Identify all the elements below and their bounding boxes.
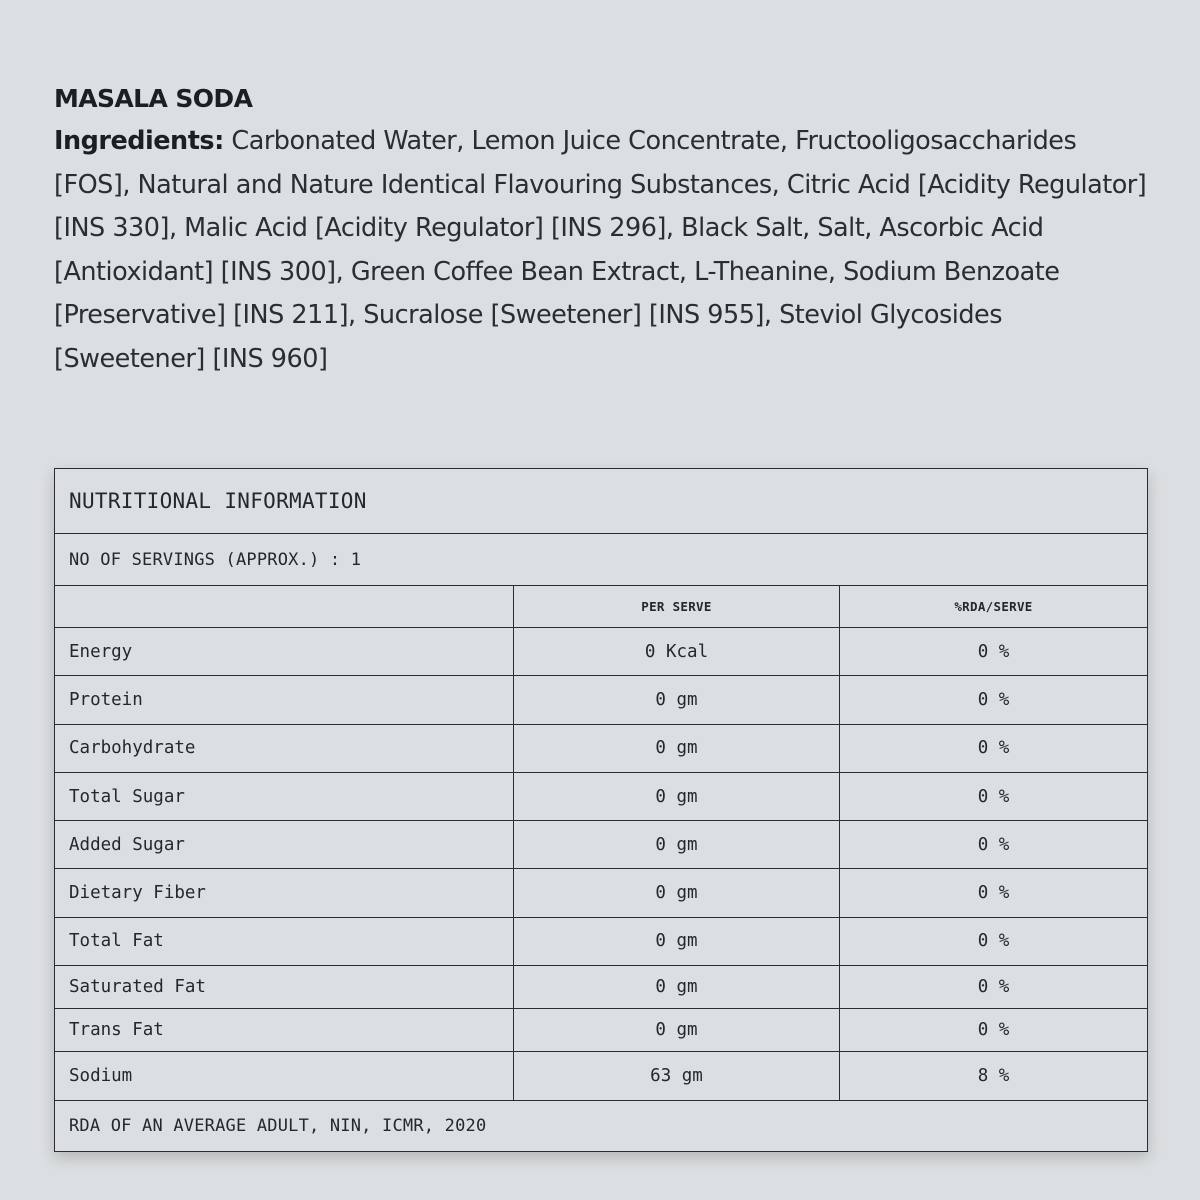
- nutrient-name: Sodium: [55, 1052, 514, 1100]
- ingredients-text: Carbonated Water, Lemon Juice Concentrate, Fructooligosaccharides [FOS], Natural and Nature Identical Flavouring Substances, Citric Acid [Acidity Regulator] [INS 330], Malic Acid [Acidity Regulator] [INS 296], Black Salt, Salt, Ascorbic Acid [Antioxidant] [INS 300], Green Coffee Bean Extract, L-Theanine, Sodium Benzoate [Preservative] [INS 211], Sucralose [Sweetener] [INS 955], Steviol Glycosides [Sweetener] [INS 960]: [54, 126, 1147, 374]
- table-row: [55, 869, 1147, 917]
- nutrient-name: Total Fat: [55, 918, 514, 965]
- rda-footnote: RDA OF AN AVERAGE ADULT, NIN, ICMR, 2020: [69, 1116, 487, 1137]
- nutrient-per-serve: 0 gm: [514, 918, 840, 965]
- header-rda: %RDA/SERVE: [954, 599, 1033, 614]
- nutrient-name: Carbohydrate: [55, 725, 514, 772]
- nutrient-name: Added Sugar: [55, 821, 514, 868]
- servings-info: NO OF SERVINGS (APPROX.) : 1: [55, 534, 1147, 586]
- table-header-row: [55, 586, 1147, 628]
- table-row: [55, 918, 1147, 966]
- nutrient-rda: 0 %: [977, 1020, 1010, 1041]
- nutrient-per-serve: 0 gm: [514, 773, 840, 820]
- nutrient-per-serve: 0 gm: [514, 966, 840, 1008]
- table-row: [55, 966, 1147, 1009]
- nutrient-per-serve: 0 gm: [514, 821, 840, 868]
- nutrient-rda: 0 %: [977, 931, 1010, 952]
- nutrient-name: Saturated Fat: [55, 966, 514, 1008]
- header-nutrient-cell: [55, 586, 514, 627]
- table-row: [55, 676, 1147, 724]
- nutrient-rda: 0 %: [977, 977, 1010, 998]
- nutrient-rda: 0 %: [977, 834, 1010, 855]
- table-row: [55, 725, 1147, 773]
- nutrient-per-serve: 0 Kcal: [514, 628, 840, 675]
- nutrient-rda: 0 %: [977, 689, 1010, 710]
- nutrition-table: [54, 468, 1148, 1152]
- nutrient-rda: 0 %: [977, 786, 1010, 807]
- product-header: [54, 78, 1154, 382]
- nutrient-name: Energy: [55, 628, 514, 675]
- nutrient-per-serve: 0 gm: [514, 725, 840, 772]
- nutrient-per-serve: 0 gm: [514, 1009, 840, 1051]
- nutrient-per-serve: 63 gm: [514, 1052, 840, 1100]
- table-row: [55, 821, 1147, 869]
- nutrient-name: Protein: [55, 676, 514, 723]
- nutrient-name: Trans Fat: [55, 1009, 514, 1051]
- nutrient-rda: 0 %: [977, 738, 1010, 759]
- nutrient-per-serve: 0 gm: [514, 869, 840, 916]
- nutrition-title: NUTRITIONAL INFORMATION: [55, 469, 1147, 534]
- header-per-serve: PER SERVE: [514, 586, 840, 627]
- table-row: [55, 1052, 1147, 1101]
- table-row: [55, 628, 1147, 676]
- ingredients-paragraph: [54, 120, 1154, 382]
- nutrient-rda: 8 %: [977, 1066, 1010, 1087]
- product-name: MASALA SODA: [54, 84, 253, 113]
- nutrient-rda: 0 %: [977, 641, 1010, 662]
- ingredients-label: Ingredients:: [54, 126, 224, 156]
- table-row: [55, 1009, 1147, 1052]
- nutrient-rda: 0 %: [977, 883, 1010, 904]
- nutrient-name: Total Sugar: [55, 773, 514, 820]
- nutrient-per-serve: 0 gm: [514, 676, 840, 723]
- nutrient-name: Dietary Fiber: [55, 869, 514, 916]
- table-row: [55, 773, 1147, 821]
